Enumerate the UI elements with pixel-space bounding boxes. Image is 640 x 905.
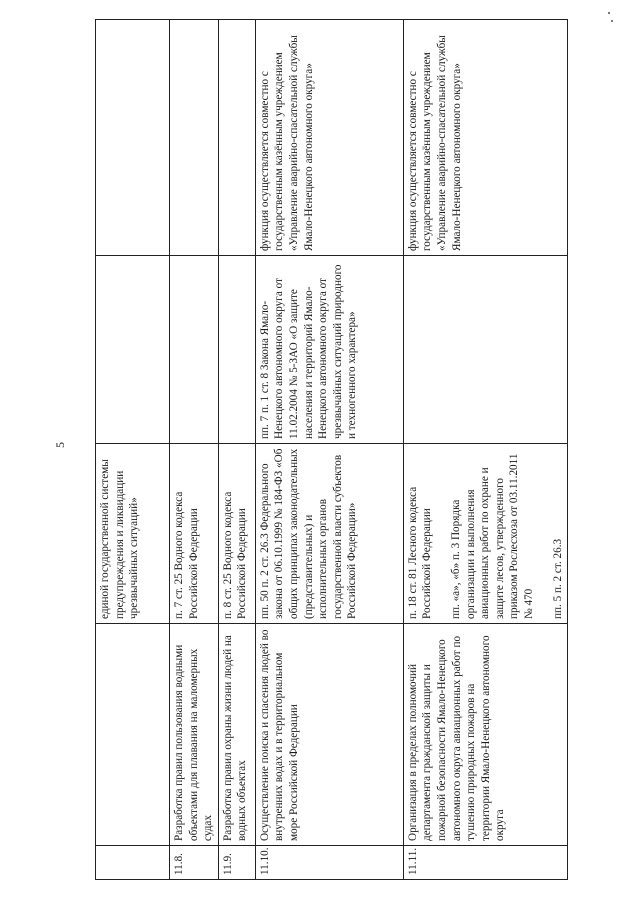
legal-basis-text: п. 18 ст. 81 Лесного кодекса Российской Федерации: [406, 486, 434, 619]
function-name: Осуществление поиска и спасения людей во внутренних водах и в территориальном море Российской Федерации: [255, 624, 403, 846]
scan-speck: [611, 20, 613, 22]
regional-basis: [170, 256, 219, 444]
note: функция осуществляется совместно с государственным казённым учреждением «Управление аварийно-спасательной службы Ямало-Ненецкого автономного округа»: [255, 20, 403, 256]
spacer: [435, 448, 449, 619]
function-name: Разработка правил пользования водными объектами для плавания на маломерных судах: [170, 624, 219, 846]
legal-basis-text: п. 8 ст. 25 Водного кодекса Российской Федерации: [221, 491, 249, 619]
note: [170, 20, 219, 256]
function-name: Разработка правил охраны жизни людей на водных объектах: [218, 624, 255, 846]
note: [96, 20, 170, 256]
row-number: 11.10.: [255, 846, 403, 880]
legal-basis-text: пп. 50 п. 2 ст. 26.3 Федерального закона от 06.10.1999 № 184-ФЗ «Об общих принципах законодательных (представительных) и исполнительных органов государственной власти субъектов Российской Федерации»: [258, 448, 359, 619]
regional-basis: [218, 256, 255, 444]
function-name: [96, 624, 170, 846]
note: функция осуществляется совместно с государственным казённым учреждением «Управление аварийно-спасательной службы Ямало-Ненецкого автономного округа»: [403, 20, 567, 256]
row-number: 11.9.: [218, 846, 255, 880]
legal-basis: [96, 444, 170, 624]
rotated-page-content: [95, 20, 564, 880]
table-row: [96, 20, 170, 880]
legal-basis-text: пп. 5 п. 2 ст. 26.3: [551, 538, 564, 619]
legal-basis-text: п. 7 ст. 25 Водного кодекса Российской Федерации: [173, 491, 200, 619]
legal-basis: [170, 444, 219, 624]
legal-basis-text: единой государственной системы предупреждения и ликвидации чрезвычайных ситуаций»: [99, 459, 141, 619]
row-number: [96, 846, 170, 880]
table-row: [170, 20, 219, 880]
legal-basis-text: пп. «а», «б» п. 3 Порядка организации и выполнения авиационных работ по охране и защите лесов, утвержденного приказом Рослесхоза от 03.11.2011 № 470: [449, 453, 535, 619]
functions-table: [95, 19, 568, 880]
table-row: [255, 20, 403, 880]
legal-basis: [403, 444, 567, 624]
legal-basis: [218, 444, 255, 624]
scan-speck: [608, 12, 610, 14]
table-row: [218, 20, 255, 880]
regional-basis: пп. 7 п. 1 ст. 8 Закона Ямало-Ненецкого автономного округа от 11.02.2004 № 5-ЗАО «О защите населения и территорий Ямало-Ненецкого автономного округа от чрезвычайных ситуаций природного и техногенного характера»: [255, 256, 403, 444]
regional-basis: [403, 256, 567, 444]
spacer: [537, 448, 551, 619]
row-number: 11.8.: [170, 846, 219, 880]
function-name: Организация в пределах полномочий департамента гражданской защиты и пожарной безопасности Ямало-Ненецкого автономного округа авиационных работ по тушению природных пожаров на территории Ямало-Ненецкого автономного округа: [403, 624, 567, 846]
page-number: 5: [53, 442, 67, 448]
table-row: [403, 20, 567, 880]
regional-basis: [96, 256, 170, 444]
row-number: 11.11.: [403, 846, 567, 880]
note: [218, 20, 255, 256]
legal-basis: [255, 444, 403, 624]
